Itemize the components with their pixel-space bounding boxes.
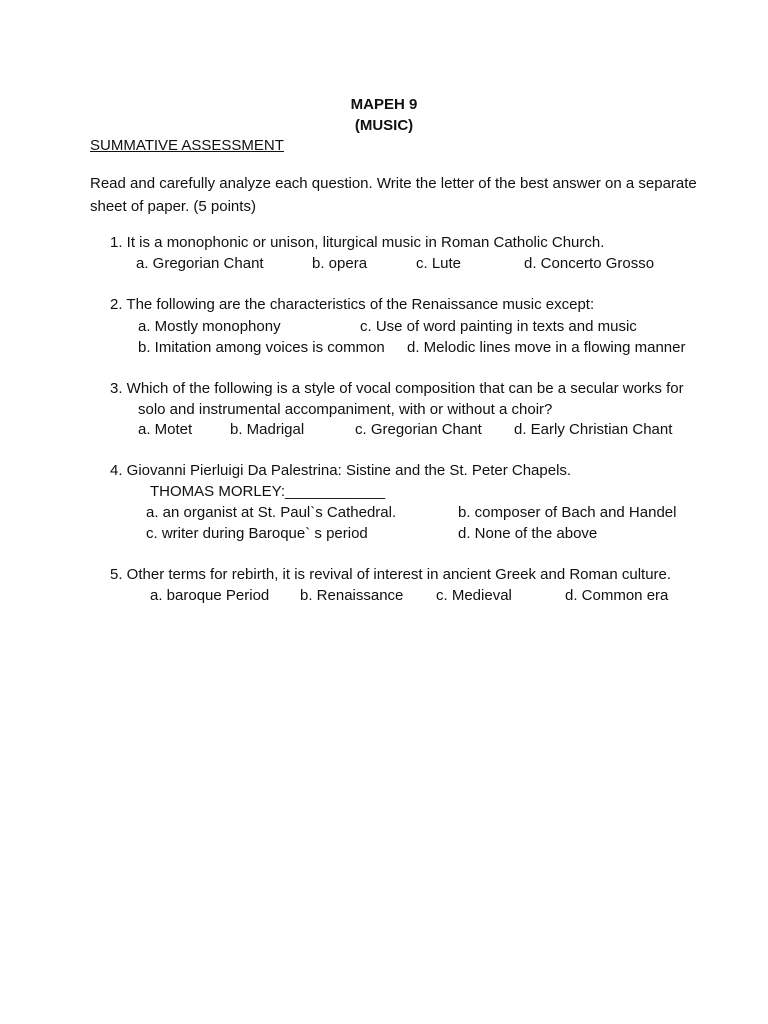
choice-c: c. Medieval bbox=[436, 587, 512, 604]
page-title: MAPEH 9 bbox=[350, 96, 418, 113]
instructions-line-2: sheet of paper. (5 points) bbox=[90, 198, 256, 215]
choice-c: c. Lute bbox=[416, 255, 462, 272]
choice-d: d. Concerto Grosso bbox=[524, 255, 655, 272]
section-title: SUMMATIVE ASSESSMENT bbox=[90, 137, 284, 154]
choice-c: c. writer during Baroque` s period bbox=[146, 525, 368, 542]
choice-d: d. Common era bbox=[565, 587, 669, 604]
choice-a: a. Motet bbox=[138, 421, 193, 438]
question-text: 1. It is a monophonic or unison, liturgical music in Roman Catholic Church. bbox=[110, 234, 605, 251]
instructions-line-1: Read and carefully analyze each question. Write the letter of the best answer on a separate bbox=[90, 175, 697, 192]
choice-c: c. Gregorian Chant bbox=[355, 421, 482, 438]
choice-d: d. None of the above bbox=[458, 525, 598, 542]
question-text: 3. Which of the following is a style of vocal composition that can be a secular works for bbox=[110, 380, 684, 397]
choice-b: b. opera bbox=[312, 255, 368, 272]
choice-a: a. Mostly monophony bbox=[138, 318, 281, 335]
question-prompt-blank: THOMAS MORLEY:____________ bbox=[150, 483, 386, 500]
choice-d: d. Melodic lines move in a flowing manner bbox=[407, 339, 686, 356]
question-text: 2. The following are the characteristics of the Renaissance music except: bbox=[110, 296, 595, 313]
choice-b: b. Imitation among voices is common bbox=[138, 339, 385, 356]
choice-b: b. Renaissance bbox=[300, 587, 404, 604]
question-text: 5. Other terms for rebirth, it is revival of interest in ancient Greek and Roman culture. bbox=[110, 566, 672, 583]
question-text-continued: solo and instrumental accompaniment, with or without a choir? bbox=[138, 401, 553, 418]
choice-b: b. composer of Bach and Handel bbox=[458, 504, 677, 521]
choice-b: b. Madrigal bbox=[230, 421, 305, 438]
question-text: 4. Giovanni Pierluigi Da Palestrina: Sistine and the St. Peter Chapels. bbox=[110, 462, 572, 479]
choice-a: a. Gregorian Chant bbox=[136, 255, 264, 272]
choice-a: a. an organist at St. Paul`s Cathedral. bbox=[146, 504, 397, 521]
choice-a: a. baroque Period bbox=[150, 587, 270, 604]
choice-d: d. Early Christian Chant bbox=[514, 421, 673, 438]
choice-c: c. Use of word painting in texts and music bbox=[360, 318, 637, 335]
page-subtitle: (MUSIC) bbox=[354, 117, 414, 134]
